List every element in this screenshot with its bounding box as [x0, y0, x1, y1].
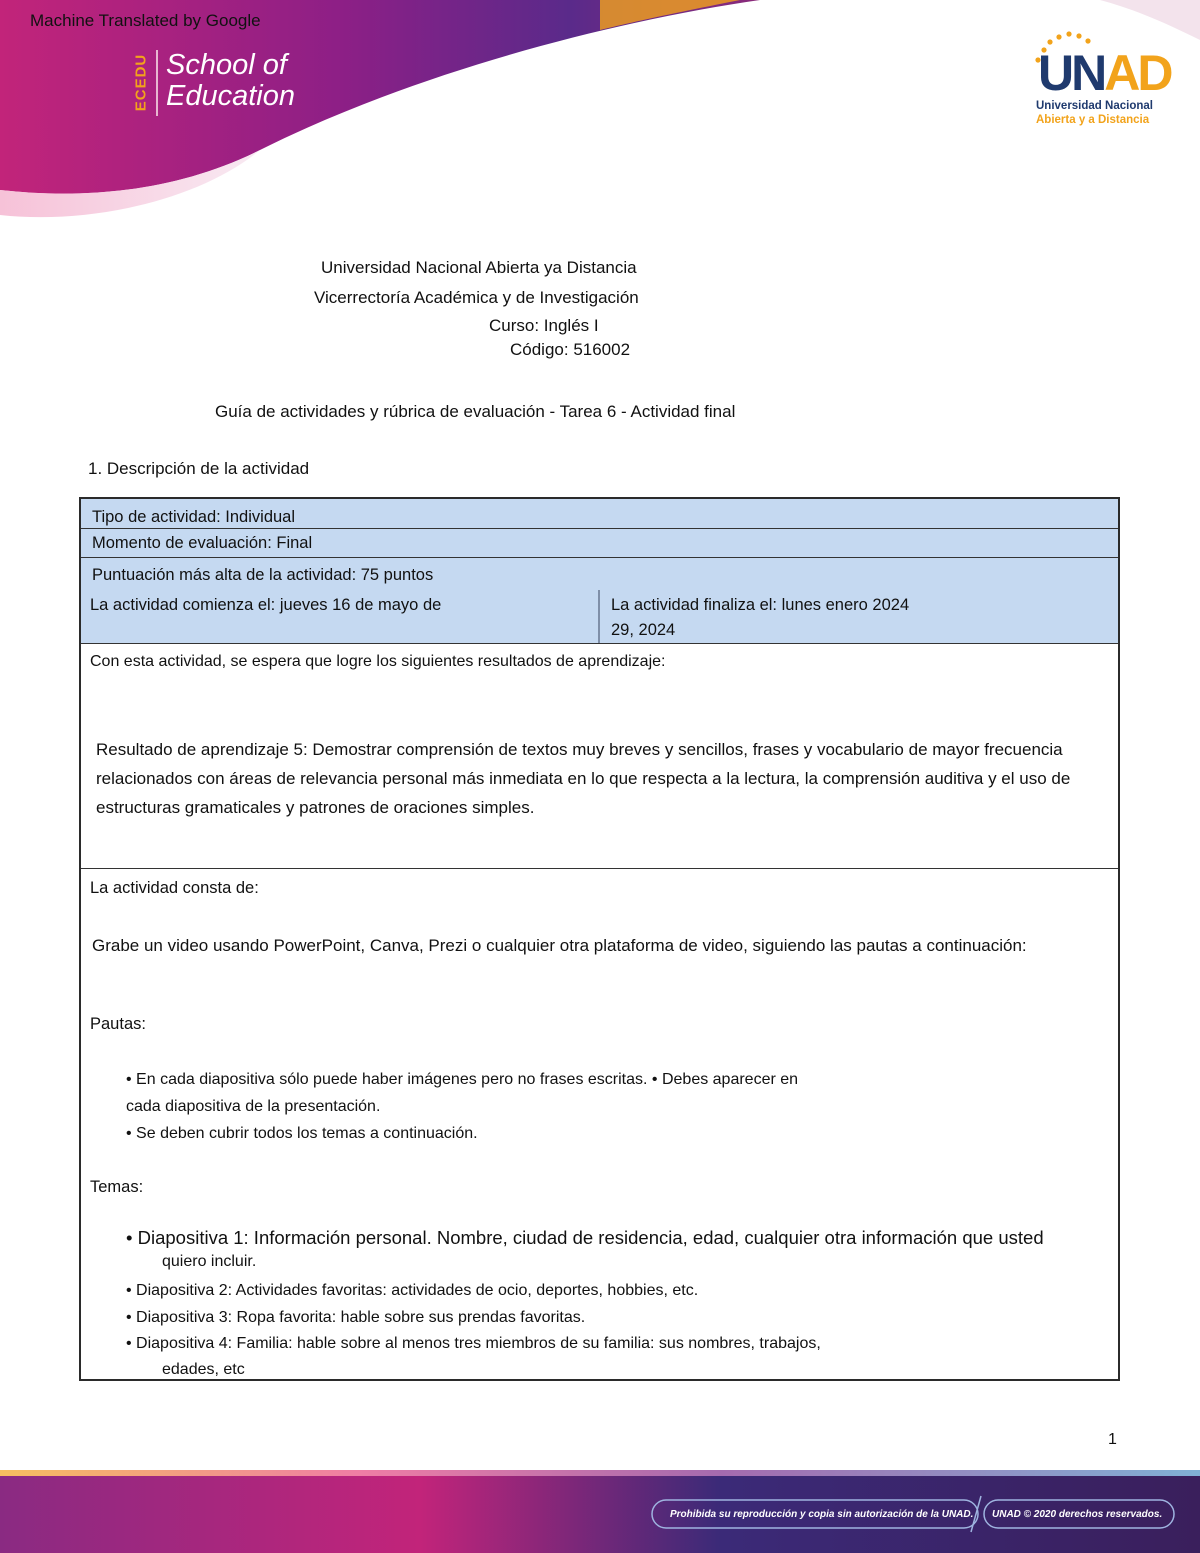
- table-row: [81, 529, 1118, 558]
- video-instructions: Grabe un video usando PowerPoint, Canva, Prezi o cualquier otra plataforma de video, siguiendo las pautas a continuación:: [92, 936, 1027, 955]
- start-date: La actividad comienza el: jueves 16 de mayo de: [90, 596, 442, 614]
- topic-1: • Diapositiva 1: Información personal. Nombre, ciudad de residencia, edad, cualquier otra información que usted: [126, 1227, 1044, 1248]
- page-number: 1: [1108, 1431, 1117, 1448]
- topic-1-continued: quiero incluir.: [162, 1253, 257, 1270]
- course-name: Curso: Inglés I: [489, 316, 599, 335]
- course-code: Código: 516002: [510, 340, 631, 359]
- header-banner: [0, 0, 1200, 240]
- guidelines-label: Pautas:: [90, 1015, 146, 1033]
- university-name: Universidad Nacional Abierta ya Distancia: [321, 258, 637, 277]
- activity-type: Tipo de actividad: Individual: [92, 508, 296, 526]
- table-row: [81, 869, 1118, 1379]
- unad-subtitle-1: Universidad Nacional: [1036, 100, 1153, 112]
- table-row: [81, 643, 1118, 869]
- guideline-1-continued: cada diapositiva de la presentación.: [126, 1098, 381, 1115]
- table-row: [81, 499, 1118, 529]
- cell-divider: [598, 590, 600, 643]
- section-heading: 1. Descripción de la actividad: [88, 459, 310, 478]
- topic-4-continued: edades, etc: [162, 1361, 245, 1378]
- activity-table: [79, 497, 1120, 1381]
- topic-2: • Diapositiva 2: Actividades favoritas: actividades de ocio, deportes, hobbies, etc.: [126, 1282, 699, 1299]
- ecedu-logo-text: ECEDU: [132, 53, 150, 112]
- machine-translated-label: Machine Translated by Google: [30, 11, 261, 30]
- evaluation-moment: Momento de evaluación: Final: [92, 534, 313, 552]
- logo-divider: [156, 50, 158, 116]
- topic-4: • Diapositiva 4: Familia: hable sobre al menos tres miembros de su familia: sus nombres, trabajos,: [126, 1335, 821, 1352]
- learning-outcomes-intro: Con esta actividad, se espera que logre los siguientes resultados de aprendizaje:: [90, 653, 666, 670]
- unad-subtitle-2: Abierta y a Distancia: [1036, 114, 1150, 126]
- topic-3: • Diapositiva 3: Ropa favorita: hable sobre sus prendas favoritas.: [126, 1309, 586, 1326]
- learning-outcome-5: Resultado de aprendizaje 5: Demostrar comprensión de textos muy breves y sencillos, frases y vocabulario de mayor frecuencia relacionados con áreas de relevancia personal más inmediata en lo que respecta a la lectura, la comprensión auditiva y el uso de estructuras gramaticales y patrones de oraciones simples.: [96, 740, 1071, 817]
- footer-copy-notice: Prohibida su reproducción y copia sin autorización de la UNAD.: [670, 1509, 974, 1520]
- activity-consists-label: La actividad consta de:: [90, 879, 259, 897]
- unad-wordmark: UNAD: [1038, 45, 1171, 101]
- guideline-1: • En cada diapositiva sólo puede haber imágenes pero no frases escritas. • Debes aparecer en: [126, 1071, 799, 1088]
- footer-copyright: UNAD © 2020 derechos reservados.: [992, 1509, 1163, 1520]
- guideline-2: • Se deben cubrir todos los temas a continuación.: [126, 1125, 478, 1142]
- table-row: [81, 558, 1118, 643]
- guide-title: Guía de actividades y rúbrica de evaluación - Tarea 6 - Actividad final: [215, 402, 736, 421]
- end-date-continued: 29, 2024: [611, 621, 676, 639]
- max-score: Puntuación más alta de la actividad: 75 puntos: [92, 566, 434, 584]
- vicerrectoria: Vicerrectoría Académica y de Investigación: [314, 288, 639, 307]
- school-of-education-logo: School of Education: [166, 49, 295, 112]
- topics-label: Temas:: [90, 1178, 144, 1196]
- end-date: La actividad finaliza el: lunes enero 2024: [611, 596, 910, 614]
